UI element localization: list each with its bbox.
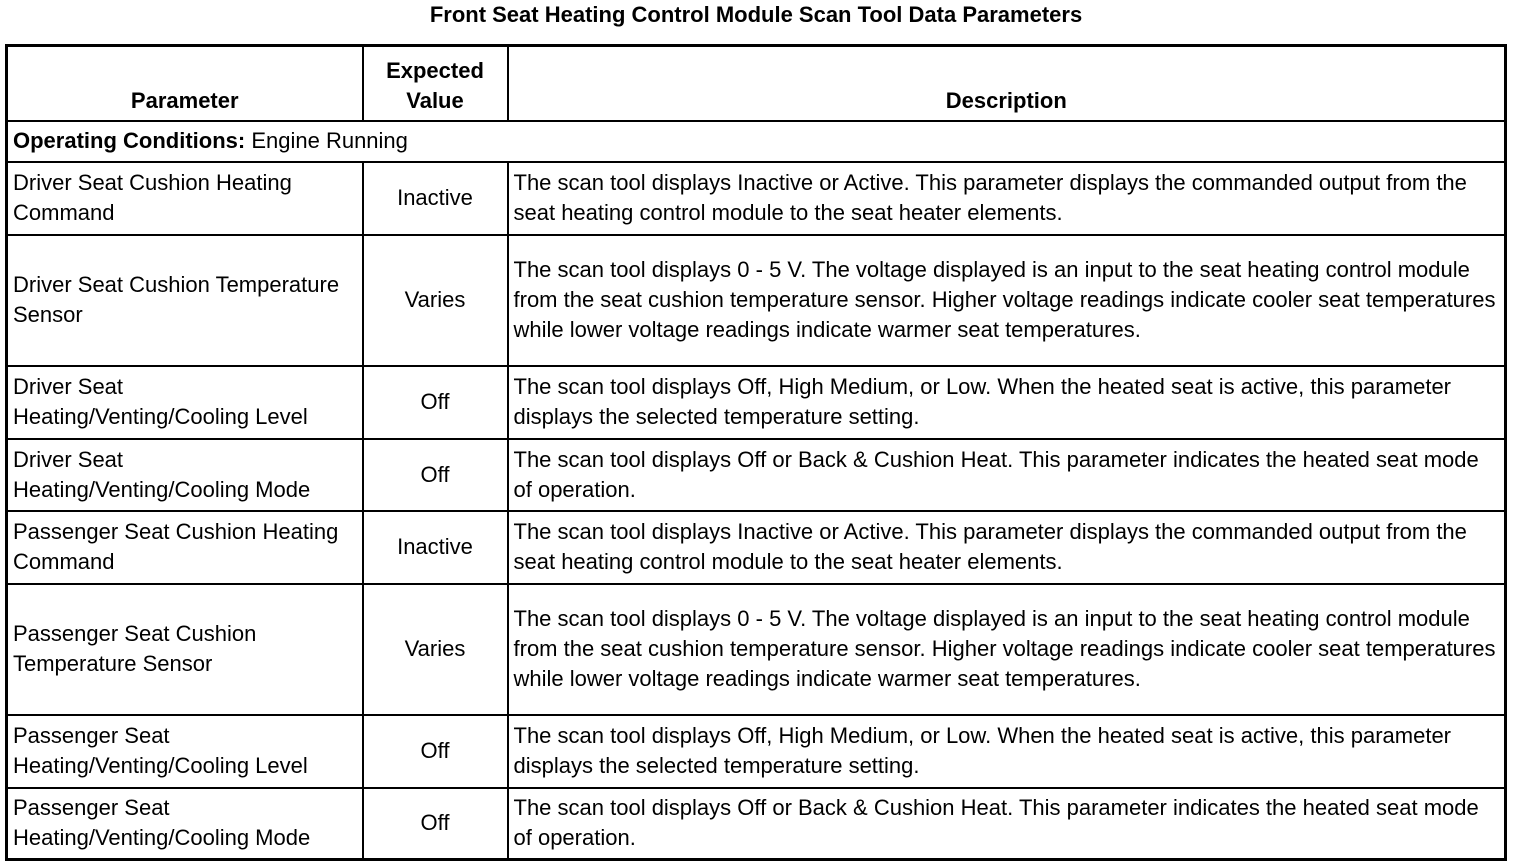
parameter-cell: Driver Seat Heating/Venting/Cooling Level [7, 366, 363, 439]
expected-value-cell: Off [363, 788, 508, 860]
table-row [7, 788, 1506, 860]
header-parameter: Parameter [7, 46, 363, 121]
expected-value-cell: Varies [363, 584, 508, 715]
parameter-cell: Passenger Seat Heating/Venting/Cooling Level [7, 715, 363, 788]
description-cell: The scan tool displays 0 - 5 V. The voltage displayed is an input to the seat heating control module from the seat cushion temperature sensor. Higher voltage readings indicate cooler seat temperatures while lower voltage readings indicate warmer seat temperatures. [508, 584, 1506, 715]
parameter-cell: Driver Seat Heating/Venting/Cooling Mode [7, 439, 363, 511]
header-expected-line1: Expected [386, 57, 484, 83]
table-row [7, 366, 1506, 439]
expected-value-cell: Off [363, 439, 508, 511]
table-row [7, 235, 1506, 366]
description-cell: The scan tool displays Off or Back & Cushion Heat. This parameter indicates the heated seat mode of operation. [508, 439, 1506, 511]
table-row [7, 715, 1506, 788]
operating-conditions-row [7, 121, 1506, 162]
header-expected-line2: Value [406, 87, 464, 113]
description-cell: The scan tool displays Off or Back & Cushion Heat. This parameter indicates the heated seat mode of operation. [508, 788, 1506, 860]
operating-conditions-value: Engine Running [251, 128, 408, 153]
expected-value-cell: Inactive [363, 511, 508, 584]
parameter-cell: Driver Seat Cushion Heating Command [7, 162, 363, 235]
operating-conditions [7, 121, 1506, 162]
header-expected-value [363, 46, 508, 121]
description-cell: The scan tool displays 0 - 5 V. The voltage displayed is an input to the seat heating control module from the seat cushion temperature sensor. Higher voltage readings indicate cooler seat temperatures while lower voltage readings indicate warmer seat temperatures. [508, 235, 1506, 366]
expected-value-cell: Off [363, 366, 508, 439]
scan-tool-data-table [5, 44, 1507, 861]
expected-value-cell: Inactive [363, 162, 508, 235]
table-header-row [7, 46, 1506, 121]
description-cell: The scan tool displays Inactive or Active. This parameter displays the commanded output from the seat heating control module to the seat heater elements. [508, 162, 1506, 235]
description-cell: The scan tool displays Off, High Medium, or Low. When the heated seat is active, this parameter displays the selected temperature setting. [508, 366, 1506, 439]
parameter-cell: Driver Seat Cushion Temperature Sensor [7, 235, 363, 366]
table-row [7, 584, 1506, 715]
table-row [7, 511, 1506, 584]
operating-conditions-label: Operating Conditions: [13, 128, 246, 153]
expected-value-cell: Varies [363, 235, 508, 366]
parameter-cell: Passenger Seat Heating/Venting/Cooling Mode [7, 788, 363, 860]
table-row [7, 162, 1506, 235]
parameter-cell: Passenger Seat Cushion Temperature Sensor [7, 584, 363, 715]
parameter-cell: Passenger Seat Cushion Heating Command [7, 511, 363, 584]
header-description: Description [508, 46, 1506, 121]
table-row [7, 439, 1506, 511]
description-cell: The scan tool displays Inactive or Active. This parameter displays the commanded output from the seat heating control module to the seat heater elements. [508, 511, 1506, 584]
expected-value-cell: Off [363, 715, 508, 788]
description-cell: The scan tool displays Off, High Medium, or Low. When the heated seat is active, this parameter displays the selected temperature setting. [508, 715, 1506, 788]
page-title: Front Seat Heating Control Module Scan Tool Data Parameters [429, 2, 1083, 27]
